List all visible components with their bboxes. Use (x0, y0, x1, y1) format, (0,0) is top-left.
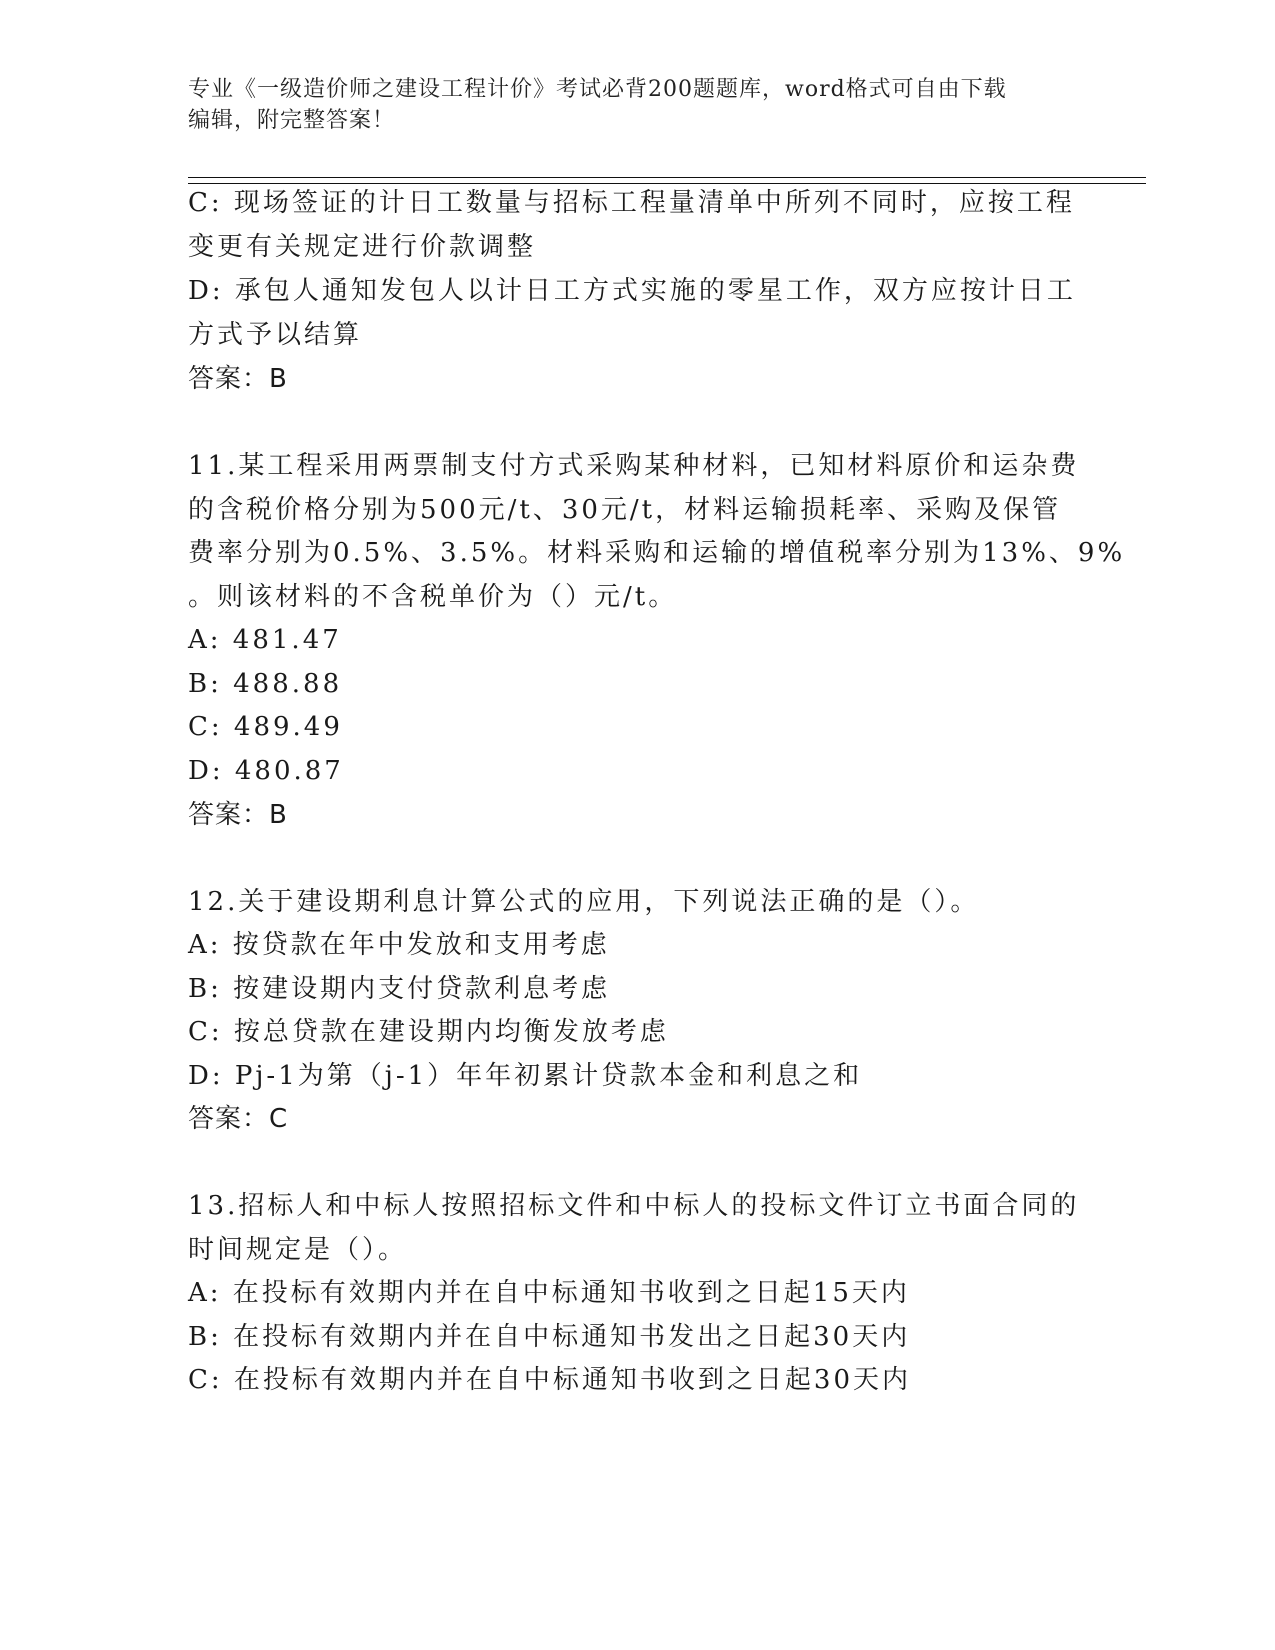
option-d-line-1: D: 承包人通知发包人以计日工方式实施的零星工作，双方应按计日工 (188, 276, 1076, 306)
q11-stem-line-3: 费率分别为0.5%、3.5%。材料采购和运输的增值税率分别为13%、9% (188, 538, 1126, 568)
q12-option-a: A: 按贷款在年中发放和支用考虑 (188, 930, 610, 960)
document-header (188, 74, 1088, 136)
option-d-line-2: 方式予以结算 (188, 320, 363, 350)
q11-stem-line-2: 的含税价格分别为500元/t、30元/t，材料运输损耗率、采购及保管 (188, 495, 1062, 525)
header-line-1: 专业《一级造价师之建设工程计价》考试必背200题题库，word格式可自由下载 (188, 77, 1007, 102)
q11-option-d: D: 480.87 (188, 756, 344, 786)
answer-q12: 答案：C (188, 1104, 289, 1134)
q13-stem-line-2: 时间规定是（）。 (188, 1235, 408, 1265)
answer-q10: 答案：B (188, 364, 288, 394)
q12-stem-line-1: 12.关于建设期利息计算公式的应用，下列说法正确的是（）。 (188, 887, 980, 917)
q11-option-a: A: 481.47 (188, 625, 342, 655)
q13-option-c: C: 在投标有效期内并在自中标通知书收到之日起30天内 (188, 1365, 912, 1395)
q13-option-a: A: 在投标有效期内并在自中标通知书收到之日起15天内 (188, 1278, 910, 1308)
q12-option-c: C: 按总贷款在建设期内均衡发放考虑 (188, 1017, 669, 1047)
option-c-line-2: 变更有关规定进行价款调整 (188, 232, 537, 262)
header-line-2: 编辑，附完整答案！ (188, 108, 396, 133)
answer-q11: 答案：B (188, 800, 288, 830)
q11-stem-line-1: 11.某工程采用两票制支付方式采购某种材料，已知材料原价和运杂费 (188, 451, 1080, 481)
q12-option-d: D: Pj-1为第（j-1）年年初累计贷款本金和利息之和 (188, 1061, 863, 1091)
header-rule-bottom (188, 183, 1146, 184)
q13-option-b: B: 在投标有效期内并在自中标通知书发出之日起30天内 (188, 1322, 911, 1352)
option-c-line-1: C: 现场签证的计日工数量与招标工程量清单中所列不同时，应按工程 (188, 188, 1075, 218)
q11-option-c: C: 489.49 (188, 712, 343, 742)
q12-option-b: B: 按建设期内支付贷款利息考虑 (188, 974, 611, 1004)
header-rule-top (188, 177, 1146, 178)
q11-stem-line-4: 。则该材料的不含税单价为（）元/t。 (188, 582, 678, 612)
q13-stem-line-1: 13.招标人和中标人按照招标文件和中标人的投标文件订立书面合同的 (188, 1191, 1080, 1221)
q11-option-b: B: 488.88 (188, 669, 343, 699)
